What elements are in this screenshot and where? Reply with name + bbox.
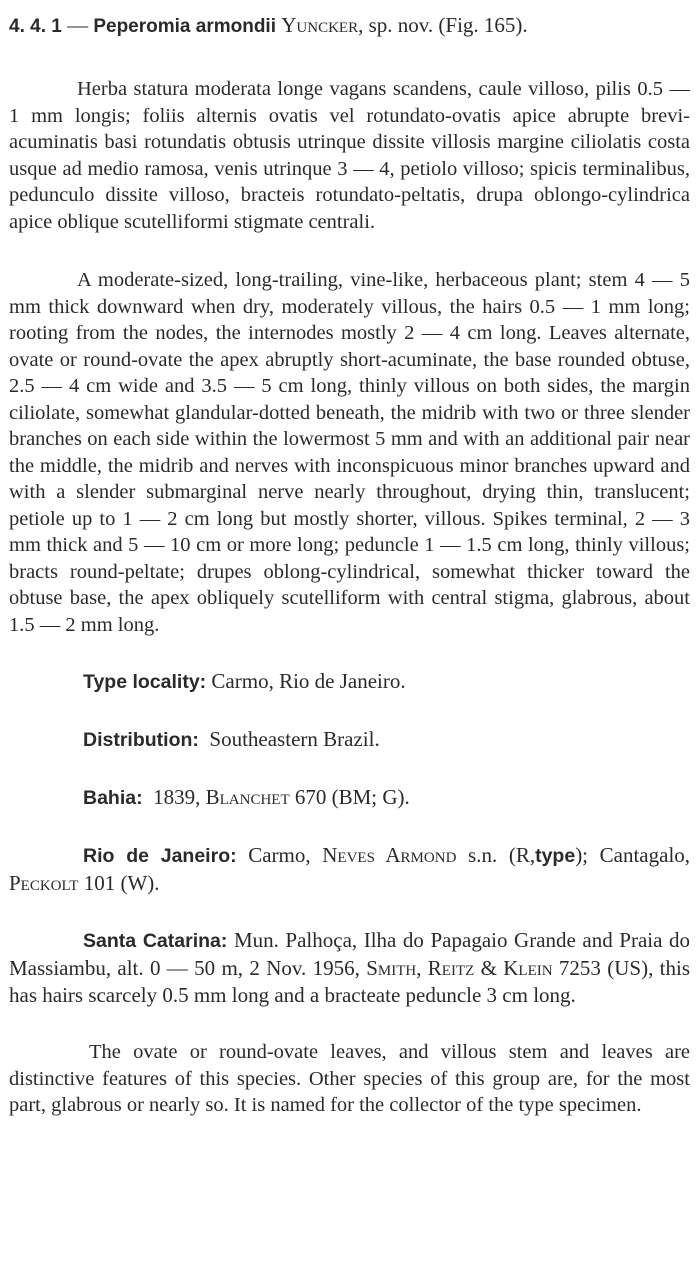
bahia-specimen: 670 (BM; G). <box>294 785 410 809</box>
distribution <box>9 726 690 754</box>
bahia-collector: Blanchet <box>205 785 290 809</box>
distribution-value: Southeastern Brazil. <box>209 727 380 751</box>
rio-specimen-2: 101 (W). <box>83 871 160 895</box>
rio-specimen-1: s.n. (R, <box>468 843 536 867</box>
rio-collector-1: Neves Armond <box>322 843 457 867</box>
latin-diagnosis: Herba statura moderata longe vagans scandens, caule villoso, pilis 0.5 — 1 mm longis; foliis alternis ovatis vel rotundato-ovatis apice abrupte brevi-acuminatis basi rotundatis obtusis utrinque dissite villosis margine ciliolatis costa usque ad medio ramosa, venis utrinque 3 — 4, petiolo villoso; spicis terminalibus, pedunculo dissite villoso, bracteis rotundato-peltatis, drupa oblongo-cylindrica apice oblique scutelliformi stigmate centrali. <box>9 78 690 233</box>
rio-locality-1: Carmo, <box>248 843 311 867</box>
rio-specimen-1-end: ); <box>575 843 589 867</box>
species-heading <box>9 10 690 42</box>
type-designation: type <box>535 845 576 867</box>
specimens-bahia <box>9 784 690 812</box>
santa-catarina-label: Santa Catarina: <box>83 930 228 952</box>
species-name: Peperomia armondii <box>93 16 276 37</box>
rio-locality-2: Cantagalo, <box>599 843 691 867</box>
bahia-year: 1839, <box>153 785 201 809</box>
section-number: 4. 4. 1 <box>9 16 62 37</box>
species-author: Yuncker, <box>281 13 364 37</box>
english-description: A moderate-sized, long-trailing, vine-like, herbaceous plant; stem 4 — 5 mm thick downward when dry, moderately villous, the hairs 0.5 — 1 mm long; rooting from the nodes, the internodes mostly 2 — 4 cm long. Leaves alternate, ovate or round-ovate the apex abruptly short-acuminate, the base rounded obtuse, 2.5 — 4 cm wide and 3.5 — 5 cm long, thinly villous on both sides, the margin ciliolate, somewhat glandular-dotted beneath, the midrib with two or three slender branches on each side within the lowermost 5 mm and with an additional pair near the middle, the midrib and nerves with inconspicuous minor branches upward and with a slender submarginal nerve nearly throughout, drying thin, translucent; petiole up to 1 — 2 cm long but mostly shorter, villous. Spikes terminal, 2 — 3 mm thick and 5 — 10 cm or more long; peduncle 1 — 1.5 cm long, thinly villous; bracts round-peltate; drupes oblong-cylindrical, somewhat thicker toward the obtuse base, the apex obliquely scutelliform with central stigma, glabrous, about 1.5 — 2 mm long. <box>9 269 690 636</box>
santa-catarina-specimen: 7253 (US), this has hairs scarcely 0.5 mm long and a bracteate peduncle 3 cm long. <box>9 956 691 1007</box>
heading-dash: — <box>67 13 89 37</box>
bahia-label: Bahia: <box>83 787 143 809</box>
figure-reference: (Fig. 165). <box>438 13 528 37</box>
santa-catarina-locality: Mun. Palhoça, Ilha do Papagaio Grande and Praia do Massiambu, alt. 0 — 50 m, 2 Nov. 1956, <box>9 928 691 980</box>
type-locality <box>9 668 690 696</box>
specimens-santa-catarina <box>9 927 690 1009</box>
rio-label: Rio de Janeiro: <box>83 845 237 867</box>
document-page <box>9 10 690 1119</box>
santa-catarina-collectors: Smith, Reitz & Klein <box>366 956 553 980</box>
closing-note: The ovate or round-ovate leaves, and villous stem and leaves are distinctive features of this species. Other species of this group are, for the most part, glabrous or nearly so. It is named for the collector of the type specimen. <box>9 1041 690 1116</box>
type-locality-value: Carmo, Rio de Janeiro. <box>211 669 406 693</box>
type-locality-label: Type locality: <box>83 671 207 693</box>
rio-collector-2: Peckolt <box>9 871 79 895</box>
distribution-label: Distribution: <box>83 729 199 751</box>
species-rank: sp. nov. <box>368 13 434 37</box>
specimens-rio-de-janeiro <box>9 842 690 897</box>
